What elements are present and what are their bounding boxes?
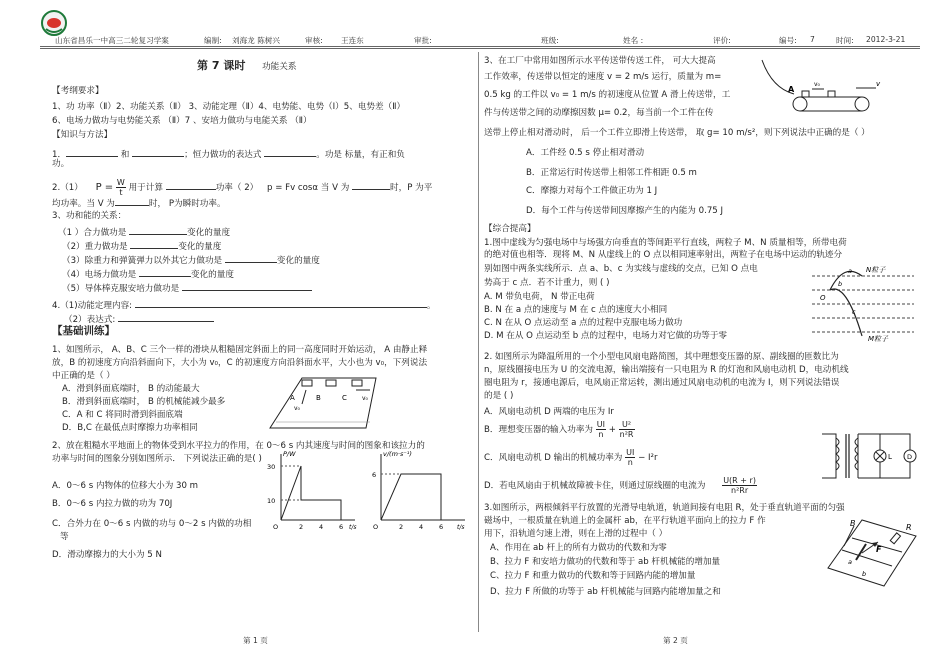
time-label: 时间: <box>836 36 854 45</box>
knowledge-2 <box>52 178 432 197</box>
fraction-current <box>722 476 757 495</box>
req-line-2: 6、电场力做功与电势能关系 （Ⅱ）7 、安培力做功与电能关系 （Ⅱ） <box>52 116 312 126</box>
p2-option-a[interactable]: A．风扇电动机 D 两端的电压为 Ir <box>484 407 614 417</box>
k3-1-text: （1 ）合力做功是 <box>58 228 127 238</box>
x-axis-label: t/s <box>457 524 465 530</box>
label-v0: v₀ <box>294 405 300 412</box>
q2-option-a[interactable]: A．0～6 s 内物体的位移大小为 30 m <box>52 481 199 491</box>
req-line-1: 1、功 功率（Ⅱ）2、功能关系（Ⅱ） 3、动能定理（Ⅱ）4、电势能、电势（Ⅰ）5、电势差（Ⅱ） <box>52 102 406 112</box>
label-b: b <box>838 280 843 288</box>
label-r: R <box>906 523 912 532</box>
q1-option-a[interactable]: A．滑到斜面底端时， B 的动能最大 <box>62 384 200 394</box>
p3-option-d[interactable]: D、拉力 F 所做的功等于 ab 杆机械能与回路内能增加量之和 <box>490 587 721 597</box>
label-v: v <box>876 80 881 88</box>
k3-2-text: （2）重力做功是 <box>62 242 128 252</box>
label-v0: v₀ <box>362 395 368 402</box>
p2-option-c[interactable] <box>484 448 658 467</box>
k3-4-text: （4）电场力做功是 <box>62 270 137 280</box>
editors: 刘海龙 陈树兴 <box>232 36 280 45</box>
q3-option-d[interactable]: D．每个工件与传送带间因摩擦产生的内能为 0.75 J <box>526 206 724 216</box>
k4-text: 4.（1)动能定理内容: <box>52 301 133 311</box>
p3-line-1: 3.如图所示，两根倾斜平行放置的光滑导电轨道，轨道间接有电阻 R，处于垂直轨道平面的匀强 <box>484 503 845 513</box>
k3-3-text: （3）除重力和弹簧弹力以外其它力做功是 <box>62 256 223 266</box>
numerator: UI <box>626 448 635 457</box>
velocity-time-graph <box>367 448 471 530</box>
number-value: 7 <box>810 35 815 44</box>
q2-option-d[interactable]: D．滑动摩擦力的大小为 5 N <box>52 550 162 560</box>
class-label: 班级: <box>541 36 559 45</box>
k1-num: 1． <box>52 150 67 160</box>
req-heading: 【考纲要求】 <box>52 86 104 96</box>
inclined-rails-figure <box>822 516 922 590</box>
workpiece <box>802 91 809 97</box>
position-a: A <box>788 85 795 94</box>
denominator: n <box>598 430 604 439</box>
label-b: B <box>316 394 321 402</box>
answer-blank[interactable] <box>139 267 191 277</box>
q3-option-b[interactable]: B．正常运行时传送带上相邻工件相距 0.5 m <box>526 168 697 178</box>
q3-line-1: 3、在工厂中常用如图所示水平传送带传送工件， 可大大提高 <box>484 56 716 66</box>
label-m-particle: M粒子 <box>868 335 889 343</box>
k1-formula-text: ；恒力做功的表达式 <box>184 150 262 160</box>
answer-blank[interactable] <box>225 253 277 263</box>
k2-instant-text: 时， P为瞬时功率。 <box>148 199 226 209</box>
work-symbol: W <box>116 178 125 187</box>
label-motor: D <box>907 453 913 461</box>
denominator: n <box>627 458 633 467</box>
p1-line-4: 势高于 c 点．若不计重力，则 ( ) <box>484 278 610 288</box>
q1-option-c[interactable]: C．A 和 C 将同时滑到斜面底端 <box>62 410 183 420</box>
block-c <box>352 380 362 386</box>
p3-option-a[interactable]: A、作用在 ab 杆上的所有力做功的代数和为零 <box>490 543 667 553</box>
q2-option-c-end: 等 <box>60 532 69 542</box>
q2-line-1: 2、放在粗糙水平地面上的物体受到水平拉力的作用，在 0～6 s 内其速度与时间的图象和该拉力的 <box>52 441 425 451</box>
eval-label: 评价: <box>713 36 731 45</box>
knowledge-3-2 <box>62 239 221 253</box>
p1-line-2: 的绝对值也相等．现将 M、N 从虚线上的 O 点以相同速率射出，两粒子在电场中运动的轨迹分 <box>484 250 843 260</box>
trajectory-m <box>830 289 862 336</box>
numerator: U(R + r) <box>723 476 756 485</box>
school-name: 山东省昌乐一中高三二轮复习学案 <box>55 36 169 45</box>
p2-option-d[interactable] <box>484 476 757 495</box>
x-tick: O <box>273 523 279 530</box>
q3-line-3: 0.5 kg 的工件以 v₀ = 1 m/s 的初速度从位置 A 滑上传送带，工 <box>484 90 731 100</box>
y-tick: 30 <box>267 463 276 471</box>
knowledge-1-end: 功。 <box>52 159 70 169</box>
q2-option-c[interactable]: C．合外力在 0～6 s 内做的功与 0～2 s 内做的功相 <box>52 519 252 529</box>
x-tick: 6 <box>439 523 444 530</box>
k2-power-text: 功率（ 2） <box>215 183 259 193</box>
answer-blank[interactable] <box>132 147 184 157</box>
q1-line-3: 中正确的是（ ） <box>52 371 115 381</box>
q2-option-b[interactable]: B．0～6 s 内拉力做的功为 70J <box>52 499 173 509</box>
x-axis-label: t/s <box>349 524 357 530</box>
label-a: a <box>848 267 852 275</box>
page-footer-left: 第 1 页 <box>243 636 268 645</box>
y-axis-label: P/W <box>283 450 296 458</box>
numerator: U² <box>619 420 635 430</box>
p3-line-2: 磁场中，一根质量在轨道上的金属杆 ab，在平行轨道平面向上的拉力 F 作 <box>484 516 766 526</box>
lesson-title: 第 7 课时 <box>197 59 246 72</box>
q1-line-1: 1、如图所示， A、B、C 三个一样的滑块从粗糙固定斜面上的同一高度同时开始运动， A 由静止释 <box>52 345 428 355</box>
answer-blank[interactable] <box>166 180 216 190</box>
p2-line-1: 2. 如图所示为降温所用的一个小型电风扇电路简图，其中理想变压器的原、副线圈的匝数比为 <box>484 352 839 362</box>
power-time-graph <box>263 448 363 530</box>
q1-option-d[interactable]: D．B,C 在最低点时摩擦力功率相同 <box>62 423 198 433</box>
k1-and: 和 <box>120 150 130 160</box>
k2-when-text: 均功率。当 V 为 <box>52 199 115 209</box>
q2-line-2: 功率与时间的图象分别如图所示． 下列说法正确的是( ) <box>52 454 262 464</box>
header-rule-thin <box>40 48 920 49</box>
p1-line-1: 1.图中虚线为匀强电场中与场强方向垂直的等间距平行直线，两粒子 M、N 质量相等，所带电荷 <box>484 238 847 248</box>
p2-c-text: C．风扇电动机 D 输出的机械功率为 <box>484 453 623 463</box>
q1-option-b[interactable]: B．滑到斜面底端时， B 的机械能减少最多 <box>62 397 226 407</box>
knowledge-1 <box>52 147 405 161</box>
p2-line-4: 的是 ( ) <box>484 391 514 401</box>
k4-expr-text: （2）表达式: <box>64 315 116 325</box>
x-tick: 6 <box>339 523 344 530</box>
p3-option-b[interactable]: B、拉力 F 和安培力做功的代数和等于 ab 杆机械能的增加量 <box>490 557 721 567</box>
power-fraction <box>116 178 126 197</box>
knowledge-3-1 <box>58 225 230 239</box>
knowledge-heading: 【知识与方法】 <box>52 130 113 140</box>
transformer-circuit <box>818 428 918 484</box>
p1-option-a[interactable]: A. M 带负电荷， N 带正电荷 <box>484 292 595 302</box>
reviewer: 王连东 <box>341 36 364 45</box>
conveyor-figure <box>758 54 888 120</box>
answer-blank[interactable] <box>135 298 427 308</box>
fraction-u2-n2r <box>619 420 635 439</box>
answer-blank[interactable] <box>352 180 390 190</box>
fraction-ui-n <box>596 420 606 439</box>
incline-figure <box>264 372 378 438</box>
knowledge-3-4 <box>62 267 234 281</box>
p1-option-b[interactable]: B. N 在 a 点的速度与 M 在 c 点的速度大小相同 <box>484 305 668 315</box>
label-v0: v₀ <box>814 81 820 88</box>
label-a: A <box>290 394 295 402</box>
p3-option-c[interactable]: C、拉力 F 和重力做功的代数和等于回路内能的增加量 <box>490 571 696 581</box>
column-divider <box>478 52 479 632</box>
plus-sign: + <box>608 425 616 435</box>
label-lamp: L <box>888 453 892 461</box>
q1-line-2: 放，B 的初速度方向沿斜面向下，大小为 v₀，C 的初速度方向沿斜面水平，大小也为 v₀，下列说法 <box>52 358 428 368</box>
label-n-particle: N粒子 <box>866 266 886 274</box>
label-b: b <box>862 570 867 578</box>
date-value: 2012-3-21 <box>866 35 906 44</box>
p2-d-text: D．若电风扇由于机械故障被卡住，则通过原线圈的电流为 <box>484 481 706 491</box>
block-a <box>302 380 312 386</box>
q3-line-4: 件与传送带之间的动摩擦因数 μ= 0.2，每当前一个工件在传 <box>484 108 714 118</box>
q3-line-5: 送带上停止相对滑动时， 后一个工件立即滑上传送带， 取 g= 10 m/s²，则下列说法中正确的是（ ） <box>484 128 870 138</box>
label-c: c <box>852 308 856 316</box>
p3-line-3: 用下，沿轨道匀速上滑，则在上滑的过程中（ ） <box>484 529 668 539</box>
q3-line-2: 工作效率，传送带以恒定的速度 v = 2 m/s 运行，质量为 m= <box>484 72 722 82</box>
k3-5-text: （5）导体棒克服安培力做功是 <box>62 284 180 294</box>
answer-blank[interactable] <box>118 312 214 322</box>
rail-plane <box>828 520 916 586</box>
k3-1-end: 变化的量度 <box>187 228 231 238</box>
k2-calc-text: 用于计算 <box>128 183 163 193</box>
x-tick: O <box>373 523 379 530</box>
answer-blank[interactable] <box>129 225 187 235</box>
p1-option-d[interactable]: D. M 在从 O 点运动至 b 点的过程中，电场力对它做的功等于零 <box>484 331 728 341</box>
workpiece <box>828 91 835 97</box>
p1-option-c[interactable]: C. N 在从 O 点运动至 a 点的过程中克服电场力做功 <box>484 318 683 328</box>
fraction-ui-n <box>625 448 635 467</box>
page-footer-right: 第 2 页 <box>663 636 688 645</box>
x-tick: 4 <box>319 523 324 530</box>
label-o: O <box>820 294 826 302</box>
power-symbol: P = <box>95 182 114 193</box>
knowledge-4-2 <box>64 312 214 326</box>
q3-option-a[interactable]: A．工件经 0.5 s 停止相对滑动 <box>526 148 645 158</box>
knowledge-2-cont <box>52 196 226 210</box>
pulley-left <box>793 97 807 111</box>
p2-b-text: B．理想变压器的输入功率为 <box>484 425 594 435</box>
p2-c-tail: − I²r <box>638 453 658 463</box>
p2-line-2: n，原线圈接电压为 U 的交流电源，输出端接有一只电阻为 R 的灯泡和风扇电动机 D，电动机线 <box>484 365 849 375</box>
header-rule <box>40 46 920 47</box>
approver-label: 审批: <box>414 36 432 45</box>
k3-4-end: 变化的量度 <box>190 270 234 280</box>
denominator: n²Rr <box>731 486 749 495</box>
editor-label: 编制: <box>204 36 222 45</box>
label-a: a <box>848 558 852 566</box>
label-b-field: B <box>850 519 856 528</box>
q3-option-c[interactable]: C．摩擦力对每个工件做正功为 1 J <box>526 186 658 196</box>
primary-lead <box>822 434 836 478</box>
answer-blank[interactable] <box>182 281 312 291</box>
x-tick: 4 <box>419 523 424 530</box>
label-f: F <box>876 545 882 554</box>
number-label: 编号: <box>779 36 797 45</box>
knowledge-3-5 <box>62 281 312 295</box>
lesson-subtitle: 功能关系 <box>262 62 297 72</box>
trajectory-n <box>830 271 862 290</box>
school-logo <box>40 9 68 37</box>
denominator: n²R <box>619 430 634 439</box>
time-symbol: t <box>119 188 123 197</box>
velocity-curve <box>381 474 441 520</box>
advanced-heading: 【综合提高】 <box>484 224 536 234</box>
field-trajectory-figure <box>808 262 920 344</box>
x-tick: 2 <box>399 523 404 530</box>
reviewer-label: 审核: <box>305 36 323 45</box>
k4-end: 。 <box>426 301 436 311</box>
name-label: 姓名 : <box>623 36 644 45</box>
knowledge-4 <box>52 298 435 312</box>
power-curve <box>281 466 341 520</box>
k3-2-end: 变化的量度 <box>178 242 222 252</box>
k2-avg-text: 时，P 为平 <box>390 183 433 193</box>
k1-scalar-text: 。功是 标量，有正和负 <box>316 150 405 160</box>
k2-fv-text: p = Fv cosα 当 V 为 <box>267 183 350 193</box>
p2-line-3: 圈电阻为 r，接通电源后，电风扇正常运转，测出通过风扇电动机的电流为 I，则下列说法错误 <box>484 378 840 388</box>
answer-blank[interactable] <box>130 239 178 249</box>
lesson-title-row <box>197 60 296 73</box>
numerator: UI <box>596 420 605 429</box>
k2-num: 2.（1） <box>52 183 83 193</box>
basic-heading: 【基础训练】 <box>52 325 115 337</box>
knowledge-3-3 <box>62 253 320 267</box>
label-c: C <box>342 394 347 402</box>
answer-blank[interactable] <box>66 147 118 157</box>
x-tick: 2 <box>299 523 304 530</box>
pulley-right <box>855 97 869 111</box>
answer-blank[interactable] <box>264 147 316 157</box>
p2-option-b[interactable] <box>484 420 635 439</box>
y-tick: 10 <box>267 497 276 505</box>
y-tick: 6 <box>372 471 377 479</box>
knowledge-3-heading: 3、功和能的关系： <box>52 211 127 221</box>
answer-blank[interactable] <box>115 196 149 206</box>
p1-line-3: 别如图中两条实线所示．点 a、b、c 为实线与虚线的交点，已知 O 点电 <box>484 264 758 274</box>
k3-3-end: 变化的量度 <box>276 256 320 266</box>
block-b <box>326 380 336 386</box>
y-axis-label: v/(m·s⁻¹) <box>383 450 412 458</box>
